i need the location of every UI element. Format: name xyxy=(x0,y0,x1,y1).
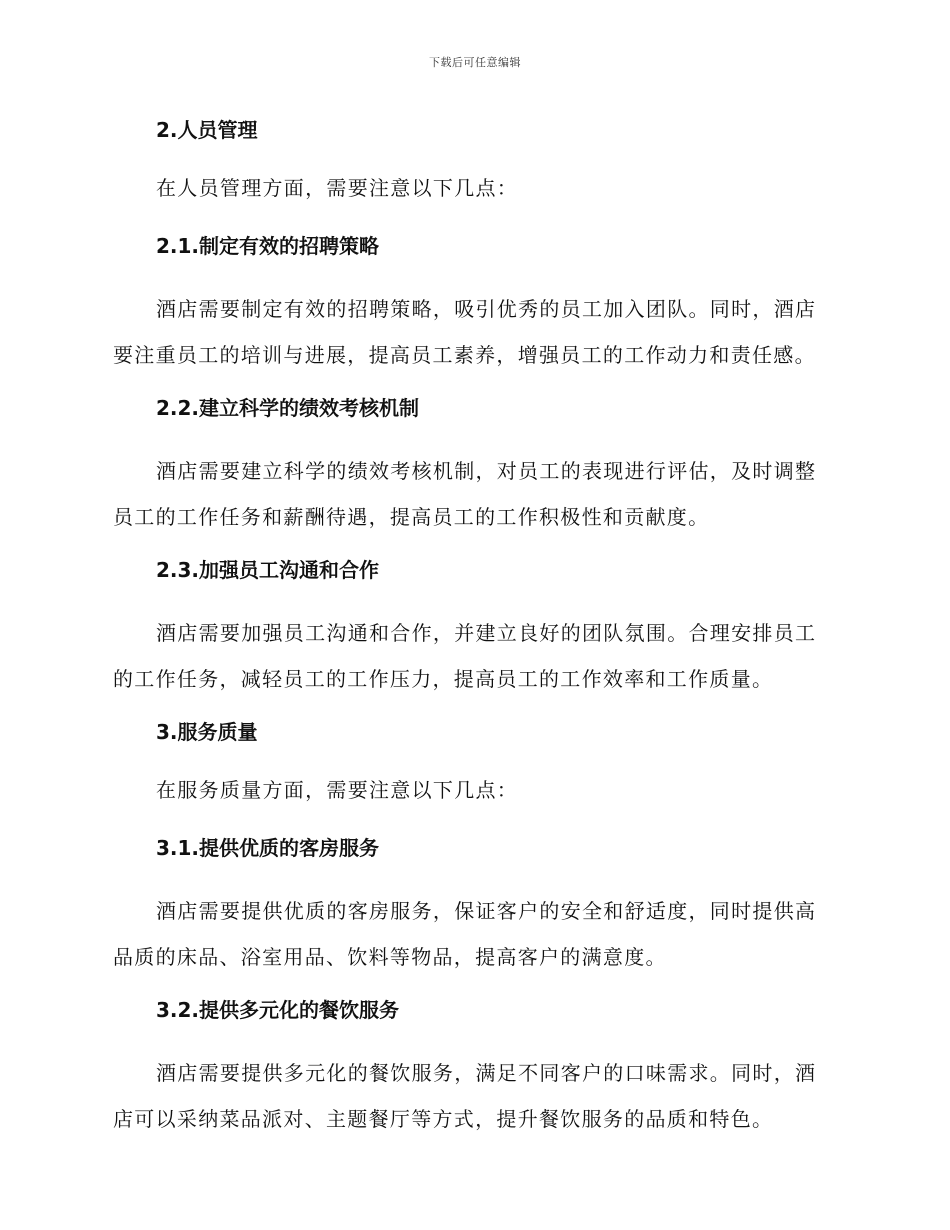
section-heading: 3.服务质量 xyxy=(156,720,258,744)
paragraph xyxy=(113,286,833,378)
section-heading: 2.人员管理 xyxy=(156,118,258,142)
paragraph xyxy=(113,610,833,702)
section-heading: 3.2.提供多元化的餐饮服务 xyxy=(156,998,400,1022)
paragraph xyxy=(113,170,833,206)
paragraph-line: 的工作任务，减轻员工的工作压力，提高员工的工作效率和工作质量。 xyxy=(113,667,774,691)
paragraph-line: 酒店需要提供优质的客房服务，保证客户的安全和舒适度，同时提供高 xyxy=(156,899,817,923)
paragraph-line: 品质的床品、浴室用品、饮料等物品，提高客户的满意度。 xyxy=(113,945,667,969)
paragraph-line: 酒店需要制定有效的招聘策略，吸引优秀的员工加入团队。同时，酒店 xyxy=(156,297,817,321)
section-heading: 3.1.提供优质的客房服务 xyxy=(156,836,380,860)
paragraph-line: 在人员管理方面，需要注意以下几点： xyxy=(156,176,519,200)
paragraph-line: 员工的工作任务和薪酬待遇，提高员工的工作积极性和贡献度。 xyxy=(113,505,710,529)
section-heading: 2.1.制定有效的招聘策略 xyxy=(156,234,380,258)
paragraph xyxy=(113,1050,833,1142)
paragraph xyxy=(113,772,833,808)
section-heading: 2.2.建立科学的绩效考核机制 xyxy=(156,396,420,420)
paragraph-line: 酒店需要建立科学的绩效考核机制，对员工的表现进行评估，及时调整 xyxy=(156,459,817,483)
paragraph-line: 酒店需要提供多元化的餐饮服务，满足不同客户的口味需求。同时，酒 xyxy=(156,1061,817,1085)
paragraph xyxy=(113,888,833,980)
paragraph-line: 要注重员工的培训与进展，提高员工素养，增强员工的工作动力和责任感。 xyxy=(113,343,816,367)
paragraph xyxy=(113,448,833,540)
paragraph-line: 酒店需要加强员工沟通和合作，并建立良好的团队氛围。合理安排员工 xyxy=(156,621,817,645)
paragraph-line: 在服务质量方面，需要注意以下几点： xyxy=(156,778,519,802)
document-body xyxy=(113,112,833,1154)
section-heading: 2.3.加强员工沟通和合作 xyxy=(156,558,380,582)
page-header: 下载后可任意编辑 xyxy=(429,56,521,69)
paragraph-line: 店可以采纳菜品派对、主题餐厅等方式，提升餐饮服务的品质和特色。 xyxy=(113,1107,774,1131)
